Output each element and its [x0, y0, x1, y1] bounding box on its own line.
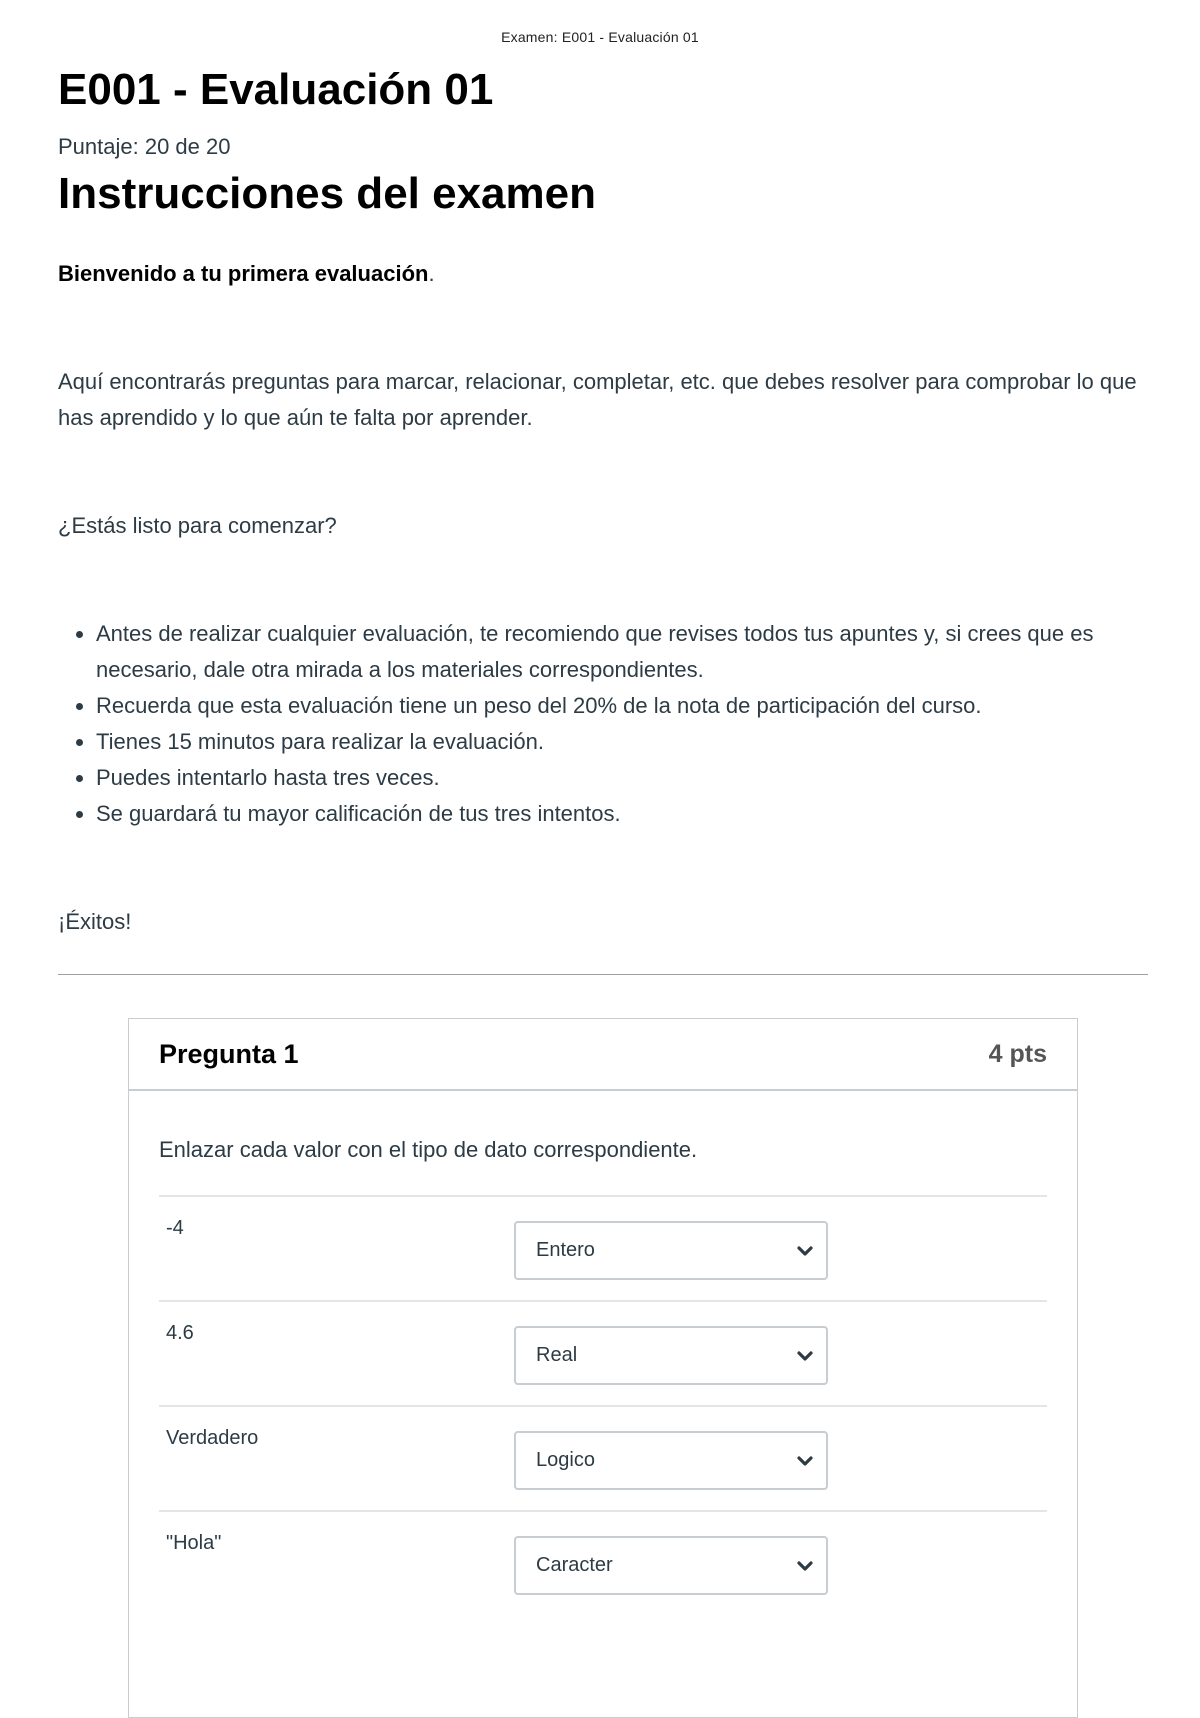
rules-list-item: • Recuerda que esta evaluación tiene un peso del 20% de la nota de participación del curso. — [96, 688, 1148, 724]
quiz-title: E001 - Evaluación 01 — [58, 65, 494, 114]
instructions-rules-list — [58, 616, 1148, 832]
question-name: Pregunta 1 — [159, 1038, 299, 1069]
quiz-score: Puntaje: 20 de 20 — [58, 134, 231, 159]
select-selected-value: Entero — [536, 1239, 595, 1261]
match-answer-select[interactable] — [514, 1431, 828, 1490]
instructions-paragraph-1: Aquí encontrarás preguntas para marcar, relacionar, completar, etc. que debes resolver para comprobar lo que has aprendido y lo que aún te falta por aprender. — [58, 369, 1137, 430]
match-row — [159, 1195, 1047, 1300]
match-left-value: "Hola" — [166, 1532, 222, 1554]
chevron-down-icon — [796, 1559, 814, 1573]
rules-list-item: • Se guardará tu mayor calificación de tus tres intentos. — [96, 796, 1148, 832]
closing-text: ¡Éxitos! — [58, 909, 132, 934]
match-left-value: -4 — [166, 1217, 184, 1239]
match-answer-select[interactable] — [514, 1221, 828, 1280]
question-body — [129, 1137, 1077, 1615]
instructions-title: Instrucciones del examen — [58, 169, 596, 218]
question-points: 4 pts — [988, 1039, 1047, 1068]
match-answer-select[interactable] — [514, 1536, 828, 1595]
match-left-value: Verdadero — [166, 1427, 259, 1449]
welcome-bold-text: Bienvenido a tu primera evaluación — [58, 261, 429, 286]
match-answer-select[interactable] — [514, 1326, 828, 1385]
select-selected-value: Real — [536, 1344, 578, 1366]
question-prompt: Enlazar cada valor con el tipo de dato correspondiente. — [159, 1137, 698, 1162]
section-divider — [58, 974, 1148, 975]
chevron-down-icon — [796, 1349, 814, 1363]
match-row — [159, 1405, 1047, 1510]
instructions-paragraph-2: ¿Estás listo para comenzar? — [58, 513, 337, 538]
rules-list-item: • Antes de realizar cualquier evaluación, te recomiendo que revises todos tus apuntes y, si crees que es necesario, dale otra mirada a los materiales correspondientes. — [96, 616, 1148, 688]
rules-list-item: • Tienes 15 minutos para realizar la evaluación. — [96, 724, 1148, 760]
match-row — [159, 1510, 1047, 1615]
quiz-content — [58, 58, 1148, 940]
chevron-down-icon — [796, 1244, 814, 1258]
match-row — [159, 1300, 1047, 1405]
welcome-line — [58, 256, 1148, 292]
question-card — [128, 1018, 1078, 1718]
chevron-down-icon — [796, 1454, 814, 1468]
document-header: Examen: E001 - Evaluación 01 — [501, 29, 699, 45]
question-header — [129, 1019, 1077, 1091]
select-selected-value: Caracter — [536, 1554, 613, 1576]
select-selected-value: Logico — [536, 1449, 595, 1471]
match-left-value: 4.6 — [166, 1322, 194, 1344]
welcome-period: . — [428, 261, 435, 286]
rules-list-item: • Puedes intentarlo hasta tres veces. — [96, 760, 1148, 796]
